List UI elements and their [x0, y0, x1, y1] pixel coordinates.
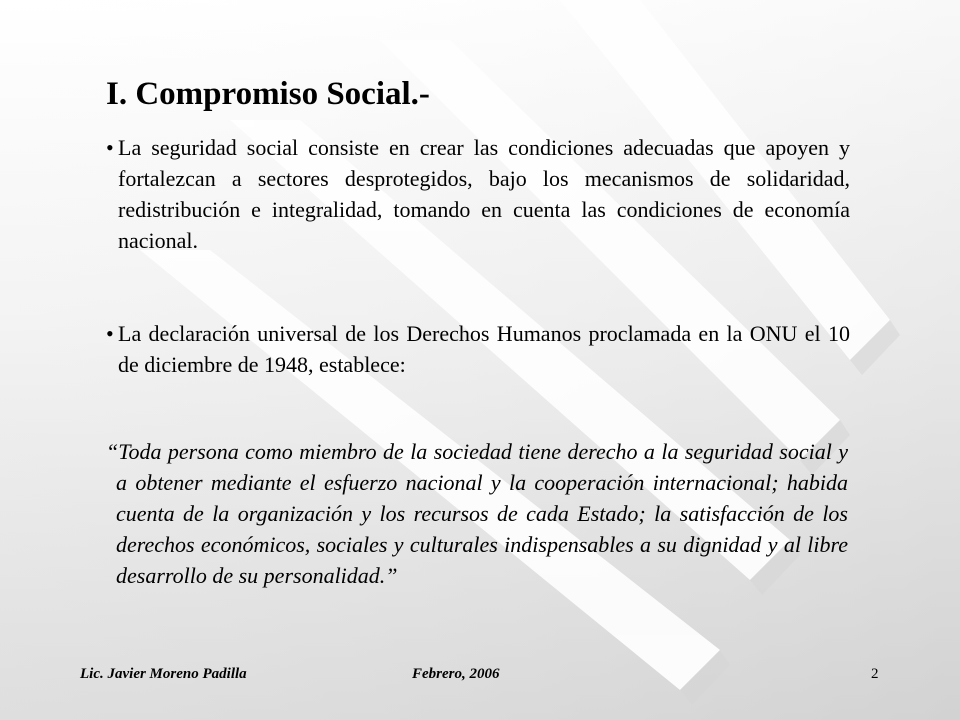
paragraph-text: La declaración universal de los Derechos Humanos proclamada en la ONU el 10 de diciembre de 1948, establece: [118, 321, 850, 377]
slide-title: I. Compromiso Social.- [106, 76, 430, 112]
footer-date: Febrero, 2006 [412, 666, 500, 682]
bullet-icon: • [106, 321, 114, 346]
bullet-paragraph-1 [106, 132, 850, 256]
footer-page-number: 2 [871, 666, 879, 682]
quote-block: “Toda persona como miembro de la sociedad tiene derecho a la seguridad social y a obtener mediante el esfuerzo nacional y la cooperación internacional; habida cuenta de la organización y los recursos de cada Estado; la satisfacción de los derechos económicos, sociales y culturales indispensables a su dignidad y al libre desarrollo de su personalidad.” [106, 439, 848, 588]
footer-author: Lic. Javier Moreno Padilla [80, 666, 247, 682]
paragraph-text: La seguridad social consiste en crear las condiciones adecuadas que apoyen y fortalezcan a sectores desprotegidos, bajo los mecanismos de solidaridad, redistribución e integralidad, tomando en cuenta las condiciones de economía nacional. [118, 135, 850, 253]
bullet-paragraph-2 [106, 318, 850, 380]
bullet-icon: • [106, 135, 114, 160]
